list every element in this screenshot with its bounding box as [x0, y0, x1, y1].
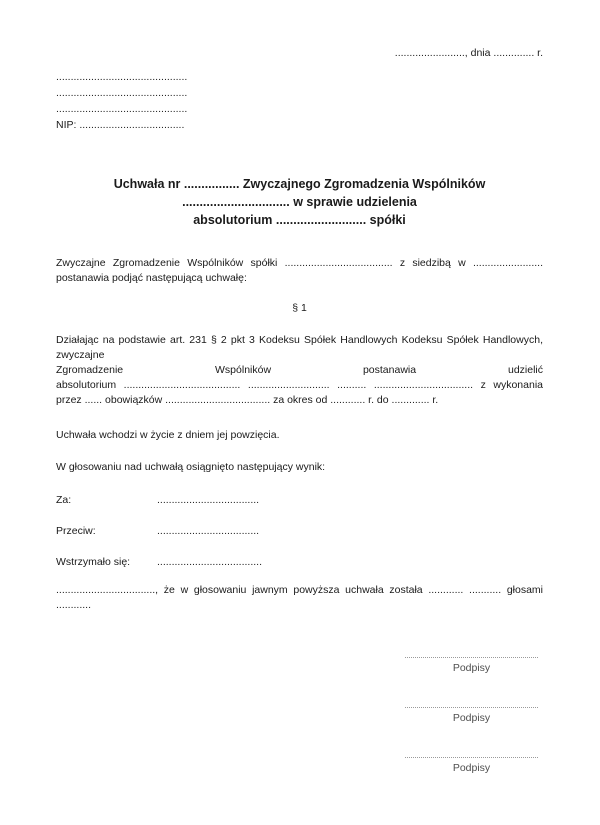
main-line-2: Zgromadzenie Wspólników postanawia udzielić	[56, 364, 543, 376]
signature-label-1: Podpisy	[452, 662, 491, 674]
company-fill-line-1: .............................................	[56, 71, 188, 83]
intro-paragraph	[56, 256, 543, 286]
vote-label-za: Za:	[56, 494, 72, 506]
title-line-2: ............................... w sprawie udzielenia	[182, 195, 417, 209]
vote-row-za	[56, 493, 543, 508]
document-title	[56, 175, 543, 229]
vote-value-przeciw: ...................................	[157, 525, 260, 537]
signature-block-2	[405, 707, 538, 726]
main-line-1: Działając na podstawie art. 231 § 2 pkt 3 Kodeksu Spółek Handlowych Kodeksu Spółek Handlowych, zwyczajne	[56, 334, 543, 361]
date-line: ........................, dnia .............. r.	[394, 47, 543, 59]
vote-label-przeciw: Przeciw:	[56, 525, 96, 537]
voting-intro: W głosowaniu nad uchwałą osiągnięto następujący wynik:	[56, 461, 326, 473]
signature-label-3: Podpisy	[452, 762, 491, 774]
intro-line-1: Zwyczajne Zgromadzenie Wspólników spółki ..................................... z siedzibą w ........................	[56, 257, 543, 269]
section-marker: § 1	[292, 302, 307, 314]
main-paragraph	[56, 333, 543, 408]
title-line-1: Uchwała nr ................ Zwyczajnego Zgromadzenia Wspólników	[113, 177, 486, 191]
company-fill-line-3: .............................................	[56, 103, 188, 115]
signature-label-2: Podpisy	[452, 712, 491, 724]
vote-value-wstrzymalo-sie: ....................................	[157, 556, 263, 568]
vote-label-wstrzymalo-sie: Wstrzymało się:	[56, 556, 131, 568]
main-line-4: przez ...... obowiązków .................................... za okres od ............ r. do ............. r.	[56, 394, 439, 406]
signatures-block	[56, 657, 543, 776]
company-nip-line: NIP: ....................................	[56, 119, 185, 131]
intro-line-2: postanawia podjąć następującą uchwałę:	[56, 272, 247, 284]
effect-line: Uchwała wchodzi w życie z dniem jej powzięcia.	[56, 429, 280, 441]
main-line-3: absolutorium ........................................ ............................ .......... .................................. z wykonania	[56, 379, 543, 391]
title-line-3: absolutorium .......................... spółki	[193, 213, 406, 227]
votes-block	[56, 493, 543, 570]
company-fill-line-2: .............................................	[56, 87, 188, 99]
signature-block-1	[405, 657, 538, 676]
vote-row-wstrzymalo-sie	[56, 555, 543, 570]
company-header-block	[56, 69, 543, 133]
signature-block-3	[405, 757, 538, 776]
result-line: .................................., że w głosowaniu jawnym powyższa uchwała została ............ ........... głosami ............	[56, 584, 543, 611]
vote-row-przeciw	[56, 524, 543, 539]
vote-value-za: ...................................	[157, 494, 260, 506]
